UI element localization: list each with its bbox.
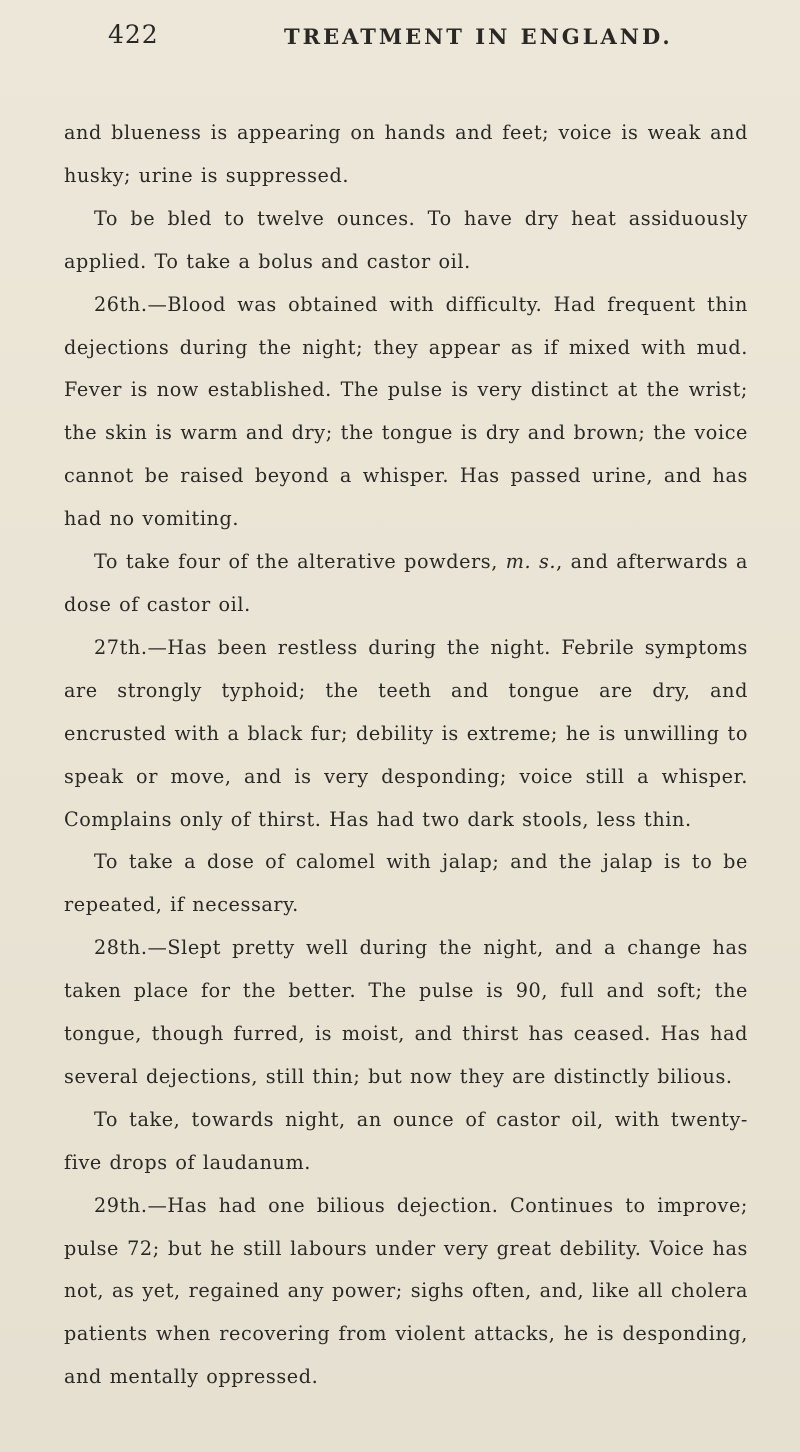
body-text bbox=[64, 112, 748, 1399]
paragraph bbox=[64, 1185, 748, 1400]
paragraph-italic: m. s. bbox=[505, 550, 557, 574]
paragraph-text: To take a dose of calomel with jalap; and the jalap is to be repeated, if necessary. bbox=[64, 850, 748, 917]
paragraph bbox=[64, 627, 748, 842]
paragraph-text: To take four of the alterative powders, bbox=[94, 550, 506, 574]
paragraph bbox=[64, 541, 748, 627]
paragraph bbox=[64, 1099, 748, 1185]
paragraph-text: Continues to improve; pulse 72; but he still labours under very great debility. Voice has not, as yet, regained any power; sighs often, and, like all cholera patients when recovering from violent attacks, he is desponding, and mentally oppressed. bbox=[64, 1193, 748, 1389]
paragraph bbox=[64, 284, 748, 541]
paragraph-text: , and afterwards a dose of castor oil. bbox=[64, 550, 748, 616]
paragraph-lead: 28th.—Slept pretty well during the night, and a change has taken place for the better. bbox=[64, 936, 748, 1003]
paragraph-lead: 26th.—Blood was obtained with difficulty. bbox=[94, 292, 543, 316]
paragraph-text: Had frequent thin dejections during the night; they appear as if mixed with mud. Fever is now established. The pulse is very distinct at the wrist; the skin is warm and dry; the tongue is dry and brown; the voice cannot be raised beyond a whisper. Has passed urine, and has had no vomiting. bbox=[64, 292, 748, 531]
paragraph-lead: 29th.—Has had one bilious dejection. bbox=[94, 1193, 499, 1217]
paragraph-lead: 27th.—Has been restless during the night. bbox=[94, 635, 551, 659]
paragraph-text: To be bled to twelve ounces. To have dry heat assiduously applied. To take a bolus and castor oil. bbox=[64, 206, 748, 273]
paragraph bbox=[64, 112, 748, 198]
paragraph bbox=[64, 927, 748, 1099]
running-head bbox=[52, 0, 748, 60]
paragraph bbox=[64, 198, 748, 284]
page-number: 422 bbox=[108, 20, 159, 49]
running-title: TREATMENT IN ENGLAND. bbox=[284, 24, 673, 49]
paragraph bbox=[64, 841, 748, 927]
paragraph-text: Febrile symptoms are strongly typhoid; the teeth and tongue are dry, and encrusted with a black fur; debility is extreme; he is unwilling to speak or move, and is very desponding; voice still a whisper. Complains only of thirst. Has had two dark stools, less thin. bbox=[64, 635, 748, 831]
paragraph-text: The pulse is 90, full and soft; the tongue, though furred, is moist, and thirst has ceased. Has had several dejections, still thin; but now they are distinctly bilious. bbox=[64, 979, 748, 1088]
paragraph-text: To take, towards night, an ounce of castor oil, with twenty-five drops of laudanum. bbox=[64, 1107, 748, 1174]
paragraph-text: and blueness is appearing on hands and feet; voice is weak and husky; urine is suppressed. bbox=[64, 121, 748, 187]
